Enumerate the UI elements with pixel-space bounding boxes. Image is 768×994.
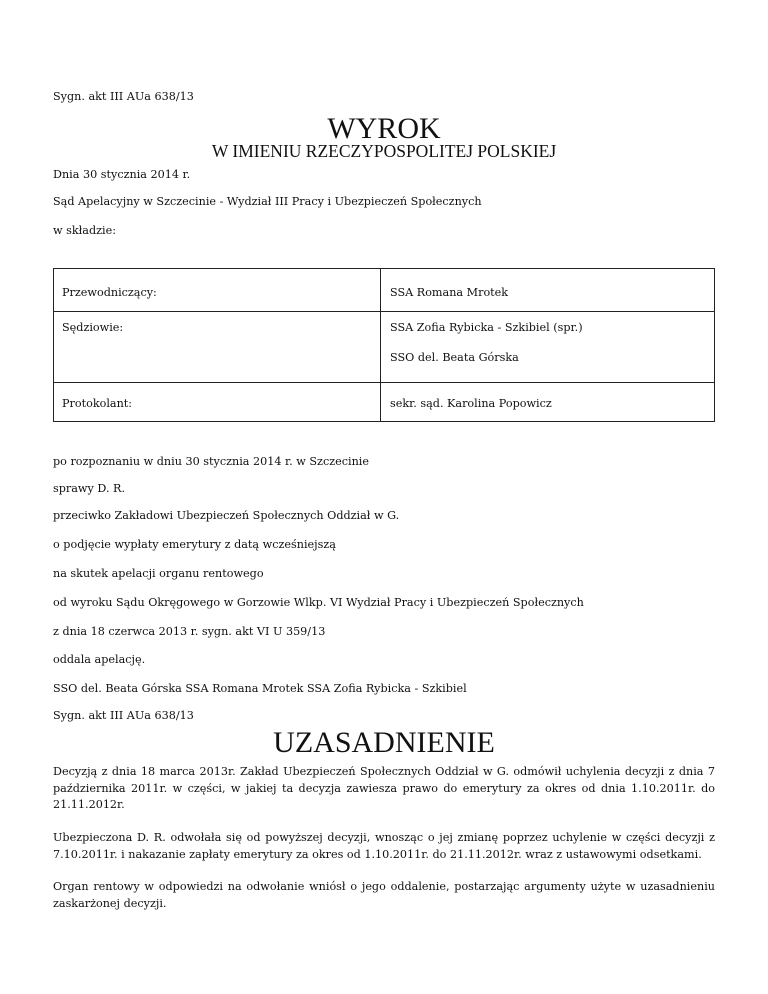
ruling-line: na skutek apelacji organu rentowego — [53, 567, 264, 580]
table-name-clerk: sekr. sąd. Karolina Popowicz — [390, 397, 552, 410]
table-role-presiding: Przewodniczący: — [62, 286, 157, 299]
table-role-clerk: Protokolant: — [62, 397, 133, 410]
justification-paragraph: Organ rentowy w odpowiedzi na odwołanie wniósł o jego oddalenie, postarzając argumenty użyte w uzasadnieniu zaskarżonej decyzji. — [53, 880, 715, 910]
ruling-line: o podjęcie wypłaty emerytury z datą wcześniejszą — [53, 538, 336, 551]
table-row-divider — [54, 311, 714, 312]
table-name-judge-2: SSO del. Beata Górska — [390, 351, 519, 364]
ruling-line: sprawy D. R. — [53, 482, 126, 495]
justification-title: UZASADNIENIE — [273, 726, 495, 759]
table-row-divider — [54, 382, 714, 383]
ruling-line: przeciwko Zakładowi Ubezpieczeń Społecznych Oddział w G. — [53, 509, 400, 522]
document-subtitle: W IMIENIU RZECZYPOSPOLITEJ POLSKIEJ — [211, 141, 557, 161]
ruling-verdict: oddala apelację. — [53, 653, 146, 666]
table-name-judge-1: SSA Zofia Rybicka - Szkibiel (spr.) — [390, 321, 583, 334]
table-role-judges: Sędziowie: — [62, 321, 124, 334]
case-signature-repeat: Sygn. akt III AUa 638/13 — [53, 709, 194, 722]
case-signature: Sygn. akt III AUa 638/13 — [53, 90, 194, 103]
composition-intro: w składzie: — [53, 224, 116, 237]
justification-paragraph: Decyzją z dnia 18 marca 2013r. Zakład Ubezpieczeń Społecznych Oddział w G. odmówił uchylenia decyzji z dnia 7 października 2011r. w części, w jakiej ta decyzja zawiesza prawo do emerytury za okres od dnia 1.10.2011r. do 21.11.2012r. — [53, 765, 715, 811]
ruling-line: po rozpoznaniu w dniu 30 stycznia 2014 r. w Szczecinie — [53, 455, 369, 468]
table-name-presiding: SSA Romana Mrotek — [390, 286, 509, 299]
court-line: Sąd Apelacyjny w Szczecinie - Wydział III Pracy i Ubezpieczeń Społecznych — [53, 195, 482, 208]
composition-table — [53, 268, 715, 422]
document-title: WYROK — [327, 112, 441, 145]
ruling-line: z dnia 18 czerwca 2013 r. sygn. akt VI U 359/13 — [53, 625, 326, 638]
ruling-line: od wyroku Sądu Okręgowego w Gorzowie Wlkp. VI Wydział Pracy i Ubezpieczeń Społecznych — [53, 596, 584, 609]
table-column-divider — [380, 269, 381, 421]
date-line: Dnia 30 stycznia 2014 r. — [53, 168, 191, 181]
justification-paragraph: Ubezpieczona D. R. odwołała się od powyższej decyzji, wnosząc o jej zmianę poprzez uchylenie w części decyzji z 7.10.2011r. i nakazanie zapłaty emerytury za okres od 1.10.2011r. do 21.11.2012r. wraz z ustawowymi odsetkami. — [53, 831, 715, 861]
judges-signatures: SSO del. Beata Górska SSA Romana Mrotek SSA Zofia Rybicka - Szkibiel — [53, 682, 467, 695]
